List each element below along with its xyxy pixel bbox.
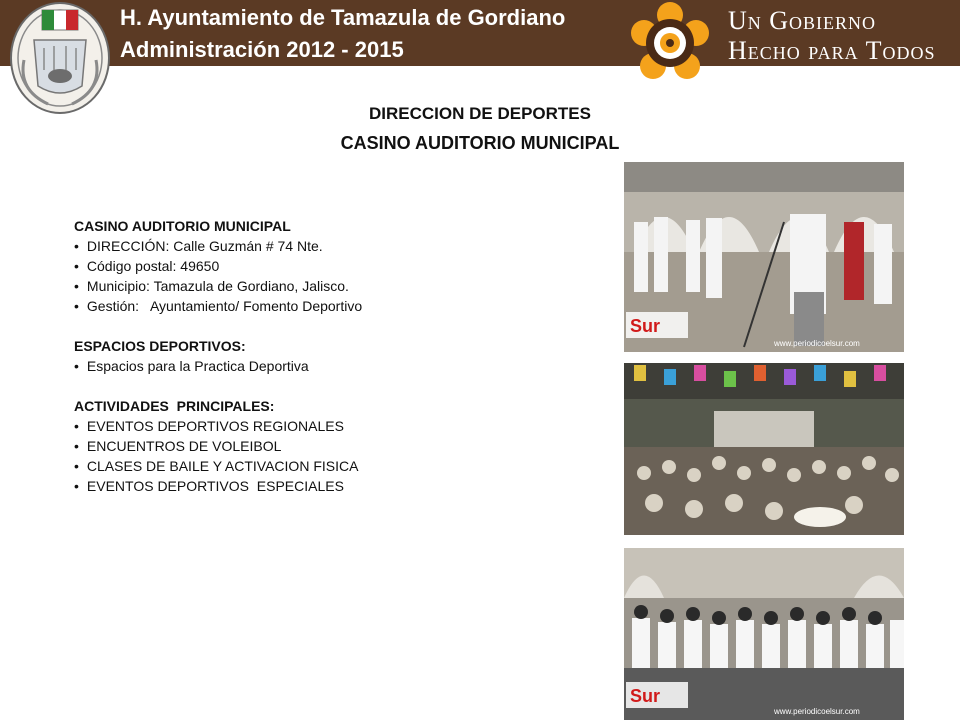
list-item: • Espacios para la Practica Deportiva bbox=[74, 356, 594, 376]
list-item: • EVENTOS DEPORTIVOS ESPECIALES bbox=[74, 476, 594, 496]
info-heading: CASINO AUDITORIO MUNICIPAL bbox=[74, 218, 291, 234]
page-subtitle: CASINO AUDITORIO MUNICIPAL bbox=[340, 133, 620, 153]
watermark-brand: Sur bbox=[630, 316, 661, 336]
list-item: • Gestión: Ayuntamiento/ Fomento Deportivo bbox=[74, 296, 594, 316]
list-item: • ENCUENTROS DE VOLEIBOL bbox=[74, 436, 594, 456]
slogan bbox=[728, 6, 936, 66]
watermark-url: www.periodicoelsur.com bbox=[774, 707, 860, 716]
slogan-line2: Hecho para Todos bbox=[728, 36, 936, 65]
list-item: • Municipio: Tamazula de Gordiano, Jalisco. bbox=[74, 276, 594, 296]
activities-heading: ACTIVIDADES PRINCIPALES: bbox=[74, 398, 275, 414]
flower-logo-icon bbox=[618, 0, 722, 86]
content-text bbox=[74, 216, 594, 496]
header-subtitle: Administración 2012 - 2015 bbox=[120, 37, 404, 62]
photo-children-event bbox=[624, 548, 904, 720]
photo-auditorium-crowd bbox=[624, 363, 904, 535]
list-item: • EVENTOS DEPORTIVOS REGIONALES bbox=[74, 416, 594, 436]
page-title: DIRECCION DE DEPORTES bbox=[369, 104, 591, 123]
list-item: • DIRECCIÓN: Calle Guzmán # 74 Nte. bbox=[74, 236, 594, 256]
municipal-seal-icon bbox=[8, 0, 112, 116]
list-item: • Código postal: 49650 bbox=[74, 256, 594, 276]
photo-auditorium-ceremony bbox=[624, 162, 904, 352]
watermark-brand: Sur bbox=[630, 686, 661, 706]
list-item: • CLASES DE BAILE Y ACTIVACION FISICA bbox=[74, 456, 594, 476]
header-title: H. Ayuntamiento de Tamazula de Gordiano bbox=[120, 5, 566, 30]
slogan-line1: Un Gobierno bbox=[728, 6, 877, 35]
watermark-url: www.periodicoelsur.com bbox=[774, 339, 860, 348]
spaces-heading: ESPACIOS DEPORTIVOS: bbox=[74, 338, 246, 354]
